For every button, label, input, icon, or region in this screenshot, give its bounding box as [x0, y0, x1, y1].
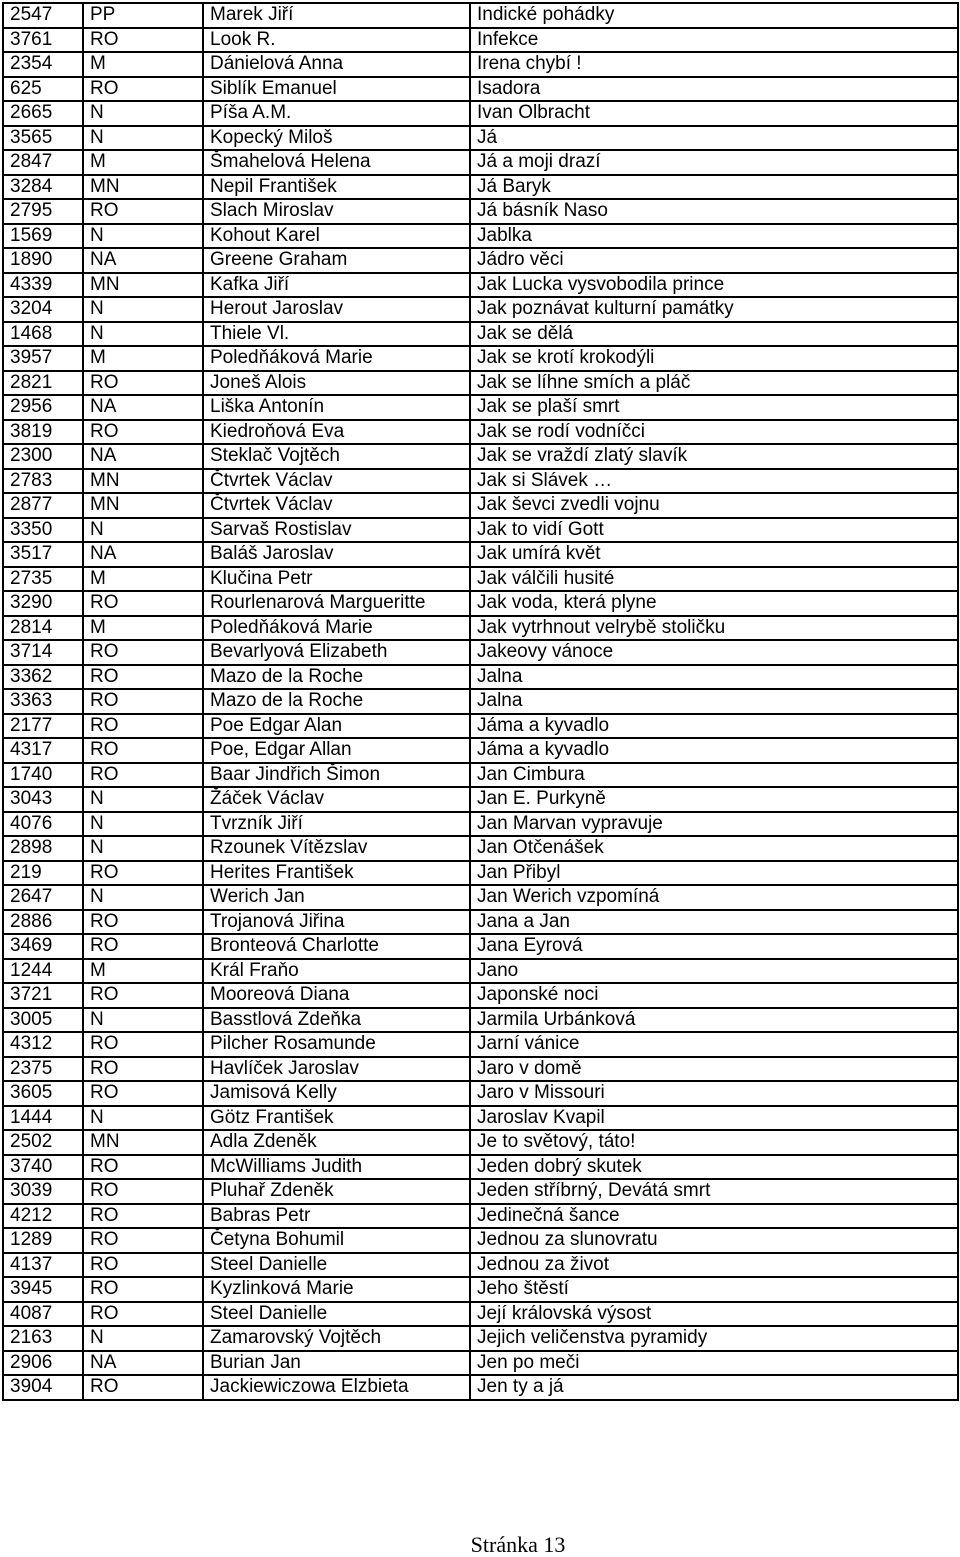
page-footer	[0, 1533, 960, 1557]
author-cell: Pluhař Zdeněk	[203, 1179, 470, 1204]
title-cell: Jak se rodí vodníčci	[470, 420, 958, 445]
category-code-cell: RO	[83, 1057, 203, 1082]
title-cell: Je to světový, táto!	[470, 1130, 958, 1155]
catalog-id-cell: 3761	[3, 28, 83, 53]
catalog-id-cell: 1890	[3, 248, 83, 273]
category-code-cell: RO	[83, 1204, 203, 1229]
catalog-id-cell: 2375	[3, 1057, 83, 1082]
catalog-id-cell: 4137	[3, 1253, 83, 1278]
table-row	[3, 1155, 958, 1180]
title-cell: Já Baryk	[470, 175, 958, 200]
title-cell: Jeden stříbrný, Devátá smrt	[470, 1179, 958, 1204]
title-cell: Indické pohádky	[470, 3, 958, 28]
category-code-cell: MN	[83, 273, 203, 298]
table-row	[3, 1081, 958, 1106]
catalog-id-cell: 3819	[3, 420, 83, 445]
catalog-id-cell: 2735	[3, 567, 83, 592]
title-cell: Jak se dělá	[470, 322, 958, 347]
category-code-cell: RO	[83, 763, 203, 788]
title-cell: Jen ty a já	[470, 1375, 958, 1400]
category-code-cell: MN	[83, 175, 203, 200]
title-cell: Jana a Jan	[470, 910, 958, 935]
category-code-cell: RO	[83, 689, 203, 714]
catalog-id-cell: 3290	[3, 591, 83, 616]
title-cell: Já básník Naso	[470, 199, 958, 224]
catalog-id-cell: 1468	[3, 322, 83, 347]
title-cell: Jana Eyrová	[470, 934, 958, 959]
category-code-cell: RO	[83, 1375, 203, 1400]
category-code-cell: RO	[83, 861, 203, 886]
title-cell: Ivan Olbracht	[470, 101, 958, 126]
title-cell: Jan Werich vzpomíná	[470, 885, 958, 910]
catalog-id-cell: 2847	[3, 150, 83, 175]
catalog-id-cell: 2163	[3, 1326, 83, 1351]
table-row	[3, 1253, 958, 1278]
category-code-cell: M	[83, 52, 203, 77]
category-code-cell: PP	[83, 3, 203, 28]
table-row	[3, 469, 958, 494]
title-cell: Jak Lucka vysvobodila prince	[470, 273, 958, 298]
catalog-id-cell: 2502	[3, 1130, 83, 1155]
table-row	[3, 983, 958, 1008]
category-code-cell: MN	[83, 469, 203, 494]
title-cell: Jak se vraždí zlatý slavík	[470, 444, 958, 469]
author-cell: Tvrzník Jiří	[203, 812, 470, 837]
title-cell: Jan Cimbura	[470, 763, 958, 788]
title-cell: Japonské noci	[470, 983, 958, 1008]
catalog-id-cell: 3043	[3, 787, 83, 812]
category-code-cell: N	[83, 297, 203, 322]
category-code-cell: NA	[83, 444, 203, 469]
author-cell: Kyzlinková Marie	[203, 1277, 470, 1302]
author-cell: Basstlová Zdeňka	[203, 1008, 470, 1033]
author-cell: Bronteová Charlotte	[203, 934, 470, 959]
catalog-id-cell: 2665	[3, 101, 83, 126]
table-row	[3, 322, 958, 347]
author-cell: Kopecký Miloš	[203, 126, 470, 151]
catalog-id-cell: 219	[3, 861, 83, 886]
title-cell: Jan Marvan vypravuje	[470, 812, 958, 837]
author-cell: Steklač Vojtěch	[203, 444, 470, 469]
author-cell: Mooreová Diana	[203, 983, 470, 1008]
title-cell: Jak umírá květ	[470, 542, 958, 567]
author-cell: Jamisová Kelly	[203, 1081, 470, 1106]
catalog-id-cell: 2814	[3, 616, 83, 641]
author-cell: Čtvrtek Václav	[203, 493, 470, 518]
author-cell: Liška Antonín	[203, 395, 470, 420]
author-cell: Trojanová Jiřina	[203, 910, 470, 935]
catalog-id-cell: 4339	[3, 273, 83, 298]
author-cell: Poledňáková Marie	[203, 346, 470, 371]
category-code-cell: N	[83, 787, 203, 812]
author-cell: Greene Graham	[203, 248, 470, 273]
table-row	[3, 1375, 958, 1400]
catalog-id-cell: 1444	[3, 1106, 83, 1131]
category-code-cell: MN	[83, 493, 203, 518]
catalog-id-cell: 2956	[3, 395, 83, 420]
author-cell: McWilliams Judith	[203, 1155, 470, 1180]
table-row	[3, 101, 958, 126]
author-cell: Werich Jan	[203, 885, 470, 910]
table-row	[3, 738, 958, 763]
category-code-cell: M	[83, 616, 203, 641]
author-cell: Jackiewiczowa Elzbieta	[203, 1375, 470, 1400]
category-code-cell: RO	[83, 910, 203, 935]
category-code-cell: RO	[83, 1253, 203, 1278]
author-cell: Kohout Karel	[203, 224, 470, 249]
catalog-id-cell: 2898	[3, 836, 83, 861]
category-code-cell: M	[83, 150, 203, 175]
category-code-cell: RO	[83, 1179, 203, 1204]
author-cell: Marek Jiří	[203, 3, 470, 28]
catalog-id-cell: 3721	[3, 983, 83, 1008]
author-cell: Píša A.M.	[203, 101, 470, 126]
table-row	[3, 542, 958, 567]
author-cell: Klučina Petr	[203, 567, 470, 592]
table-row	[3, 885, 958, 910]
title-cell: Jáma a kyvadlo	[470, 738, 958, 763]
category-code-cell: MN	[83, 1130, 203, 1155]
title-cell: Já	[470, 126, 958, 151]
category-code-cell: RO	[83, 934, 203, 959]
table-row	[3, 3, 958, 28]
table-row	[3, 444, 958, 469]
title-cell: Jeho štěstí	[470, 1277, 958, 1302]
category-code-cell: RO	[83, 199, 203, 224]
category-code-cell: RO	[83, 1155, 203, 1180]
table-row	[3, 1130, 958, 1155]
title-cell: Jednou za život	[470, 1253, 958, 1278]
catalog-id-cell: 3740	[3, 1155, 83, 1180]
table-row	[3, 616, 958, 641]
catalog-id-cell: 3362	[3, 665, 83, 690]
category-code-cell: NA	[83, 248, 203, 273]
category-code-cell: RO	[83, 77, 203, 102]
author-cell: Siblík Emanuel	[203, 77, 470, 102]
author-cell: Steel Danielle	[203, 1302, 470, 1327]
title-cell: Jeden dobrý skutek	[470, 1155, 958, 1180]
category-code-cell: RO	[83, 1277, 203, 1302]
title-cell: Jak se krotí krokodýli	[470, 346, 958, 371]
category-code-cell: N	[83, 812, 203, 837]
title-cell: Jablka	[470, 224, 958, 249]
category-code-cell: M	[83, 346, 203, 371]
catalog-id-cell: 1289	[3, 1228, 83, 1253]
title-cell: Jano	[470, 959, 958, 984]
category-code-cell: RO	[83, 738, 203, 763]
author-cell: Look R.	[203, 28, 470, 53]
table-row	[3, 861, 958, 886]
catalog-id-cell: 3350	[3, 518, 83, 543]
catalog-id-cell: 2877	[3, 493, 83, 518]
table-row	[3, 371, 958, 396]
table-row	[3, 689, 958, 714]
table-row	[3, 934, 958, 959]
author-cell: Žáček Václav	[203, 787, 470, 812]
table-row	[3, 224, 958, 249]
category-code-cell: NA	[83, 542, 203, 567]
category-code-cell: N	[83, 126, 203, 151]
table-row	[3, 812, 958, 837]
category-code-cell: RO	[83, 1081, 203, 1106]
title-cell: Její královská výsost	[470, 1302, 958, 1327]
author-cell: Poe, Edgar Allan	[203, 738, 470, 763]
catalog-id-cell: 3957	[3, 346, 83, 371]
author-cell: Herout Jaroslav	[203, 297, 470, 322]
category-code-cell: N	[83, 885, 203, 910]
table-row	[3, 1106, 958, 1131]
title-cell: Jan Otčenášek	[470, 836, 958, 861]
catalog-id-cell: 3904	[3, 1375, 83, 1400]
page-number: Stránka 13	[470, 1532, 566, 1557]
author-cell: Kafka Jiří	[203, 273, 470, 298]
title-cell: Jak ševci zvedli vojnu	[470, 493, 958, 518]
catalog-id-cell: 2886	[3, 910, 83, 935]
table-row	[3, 1057, 958, 1082]
title-cell: Jak se líhne smích a pláč	[470, 371, 958, 396]
catalog-id-cell: 3039	[3, 1179, 83, 1204]
catalog-id-cell: 2300	[3, 444, 83, 469]
category-code-cell: N	[83, 836, 203, 861]
table-row	[3, 1326, 958, 1351]
author-cell: Četyna Bohumil	[203, 1228, 470, 1253]
category-code-cell: RO	[83, 983, 203, 1008]
author-cell: Baláš Jaroslav	[203, 542, 470, 567]
title-cell: Isadora	[470, 77, 958, 102]
title-cell: Jejich veličenstva pyramidy	[470, 1326, 958, 1351]
catalog-id-cell: 3565	[3, 126, 83, 151]
catalog-id-cell: 625	[3, 77, 83, 102]
category-code-cell: M	[83, 959, 203, 984]
catalog-id-cell: 2795	[3, 199, 83, 224]
title-cell: Irena chybí !	[470, 52, 958, 77]
title-cell: Jak se plaší smrt	[470, 395, 958, 420]
category-code-cell: RO	[83, 1032, 203, 1057]
table-row	[3, 1228, 958, 1253]
catalog-id-cell: 1569	[3, 224, 83, 249]
table-row	[3, 1032, 958, 1057]
category-code-cell: N	[83, 1008, 203, 1033]
title-cell: Jarní vánice	[470, 1032, 958, 1057]
title-cell: Jedinečná šance	[470, 1204, 958, 1229]
table-row	[3, 52, 958, 77]
category-code-cell: RO	[83, 420, 203, 445]
table-row	[3, 1351, 958, 1376]
catalog-body	[3, 3, 958, 1400]
author-cell: Pilcher Rosamunde	[203, 1032, 470, 1057]
catalog-id-cell: 4317	[3, 738, 83, 763]
table-row	[3, 1302, 958, 1327]
table-row	[3, 836, 958, 861]
author-cell: Joneš Alois	[203, 371, 470, 396]
category-code-cell: RO	[83, 714, 203, 739]
author-cell: Babras Petr	[203, 1204, 470, 1229]
table-row	[3, 959, 958, 984]
category-code-cell: N	[83, 1326, 203, 1351]
table-row	[3, 665, 958, 690]
title-cell: Jak válčili husité	[470, 567, 958, 592]
table-row	[3, 297, 958, 322]
author-cell: Šmahelová Helena	[203, 150, 470, 175]
category-code-cell: N	[83, 101, 203, 126]
table-row	[3, 1008, 958, 1033]
author-cell: Herites František	[203, 861, 470, 886]
catalog-id-cell: 3005	[3, 1008, 83, 1033]
title-cell: Jak si Slávek …	[470, 469, 958, 494]
catalog-id-cell: 4087	[3, 1302, 83, 1327]
catalog-id-cell: 1244	[3, 959, 83, 984]
table-row	[3, 420, 958, 445]
category-code-cell: N	[83, 518, 203, 543]
title-cell: Jádro věci	[470, 248, 958, 273]
catalog-id-cell: 3469	[3, 934, 83, 959]
author-cell: Dánielová Anna	[203, 52, 470, 77]
category-code-cell: N	[83, 224, 203, 249]
catalog-id-cell: 2547	[3, 3, 83, 28]
title-cell: Jalna	[470, 665, 958, 690]
author-cell: Sarvaš Rostislav	[203, 518, 470, 543]
catalog-id-cell: 3517	[3, 542, 83, 567]
catalog-id-cell: 4312	[3, 1032, 83, 1057]
book-catalog-table	[2, 2, 959, 1401]
table-row	[3, 175, 958, 200]
author-cell: Baar Jindřich Šimon	[203, 763, 470, 788]
table-row	[3, 910, 958, 935]
author-cell: Adla Zdeněk	[203, 1130, 470, 1155]
title-cell: Jarmila Urbánková	[470, 1008, 958, 1033]
author-cell: Thiele Vl.	[203, 322, 470, 347]
title-cell: Jaro v domě	[470, 1057, 958, 1082]
author-cell: Steel Danielle	[203, 1253, 470, 1278]
table-row	[3, 346, 958, 371]
table-row	[3, 126, 958, 151]
author-cell: Rourlenarová Margueritte	[203, 591, 470, 616]
author-cell: Mazo de la Roche	[203, 665, 470, 690]
title-cell: Jak vytrhnout velrybě stoličku	[470, 616, 958, 641]
author-cell: Poledňáková Marie	[203, 616, 470, 641]
table-row	[3, 150, 958, 175]
table-row	[3, 640, 958, 665]
title-cell: Jan E. Purkyně	[470, 787, 958, 812]
category-code-cell: RO	[83, 1302, 203, 1327]
title-cell: Infekce	[470, 28, 958, 53]
title-cell: Jaroslav Kvapil	[470, 1106, 958, 1131]
category-code-cell: RO	[83, 28, 203, 53]
author-cell: Zamarovský Vojtěch	[203, 1326, 470, 1351]
category-code-cell: RO	[83, 1228, 203, 1253]
title-cell: Jen po meči	[470, 1351, 958, 1376]
catalog-id-cell: 3284	[3, 175, 83, 200]
category-code-cell: RO	[83, 640, 203, 665]
catalog-id-cell: 2354	[3, 52, 83, 77]
title-cell: Jak poznávat kulturní památky	[470, 297, 958, 322]
catalog-id-cell: 1740	[3, 763, 83, 788]
author-cell: Rzounek Vítězslav	[203, 836, 470, 861]
title-cell: Jak to vidí Gott	[470, 518, 958, 543]
table-row	[3, 518, 958, 543]
catalog-id-cell: 3204	[3, 297, 83, 322]
category-code-cell: N	[83, 322, 203, 347]
table-row	[3, 763, 958, 788]
category-code-cell: NA	[83, 395, 203, 420]
catalog-id-cell: 3945	[3, 1277, 83, 1302]
author-cell: Burian Jan	[203, 1351, 470, 1376]
author-cell: Mazo de la Roche	[203, 689, 470, 714]
table-row	[3, 28, 958, 53]
catalog-id-cell: 2177	[3, 714, 83, 739]
catalog-id-cell: 3605	[3, 1081, 83, 1106]
category-code-cell: RO	[83, 665, 203, 690]
table-row	[3, 199, 958, 224]
category-code-cell: M	[83, 567, 203, 592]
category-code-cell: NA	[83, 1351, 203, 1376]
author-cell: Götz František	[203, 1106, 470, 1131]
author-cell: Král Fraňo	[203, 959, 470, 984]
title-cell: Jan Přibyl	[470, 861, 958, 886]
table-row	[3, 77, 958, 102]
catalog-id-cell: 3363	[3, 689, 83, 714]
catalog-id-cell: 2821	[3, 371, 83, 396]
table-row	[3, 567, 958, 592]
title-cell: Jalna	[470, 689, 958, 714]
author-cell: Kiedroňová Eva	[203, 420, 470, 445]
title-cell: Jaro v Missouri	[470, 1081, 958, 1106]
table-row	[3, 1179, 958, 1204]
category-code-cell: N	[83, 1106, 203, 1131]
catalog-id-cell: 2906	[3, 1351, 83, 1376]
title-cell: Jak voda, která plyne	[470, 591, 958, 616]
title-cell: Jednou za slunovratu	[470, 1228, 958, 1253]
author-cell: Nepil František	[203, 175, 470, 200]
title-cell: Já a moji drazí	[470, 150, 958, 175]
table-row	[3, 273, 958, 298]
table-row	[3, 493, 958, 518]
author-cell: Čtvrtek Václav	[203, 469, 470, 494]
catalog-id-cell: 4076	[3, 812, 83, 837]
catalog-id-cell: 2647	[3, 885, 83, 910]
catalog-id-cell: 4212	[3, 1204, 83, 1229]
table-row	[3, 591, 958, 616]
category-code-cell: RO	[83, 371, 203, 396]
catalog-id-cell: 3714	[3, 640, 83, 665]
category-code-cell: RO	[83, 591, 203, 616]
author-cell: Havlíček Jaroslav	[203, 1057, 470, 1082]
table-row	[3, 248, 958, 273]
catalog-id-cell: 2783	[3, 469, 83, 494]
table-row	[3, 714, 958, 739]
author-cell: Slach Miroslav	[203, 199, 470, 224]
title-cell: Jakeovy vánoce	[470, 640, 958, 665]
table-row	[3, 1204, 958, 1229]
title-cell: Jáma a kyvadlo	[470, 714, 958, 739]
author-cell: Poe Edgar Alan	[203, 714, 470, 739]
table-row	[3, 395, 958, 420]
table-row	[3, 787, 958, 812]
table-row	[3, 1277, 958, 1302]
author-cell: Bevarlyová Elizabeth	[203, 640, 470, 665]
